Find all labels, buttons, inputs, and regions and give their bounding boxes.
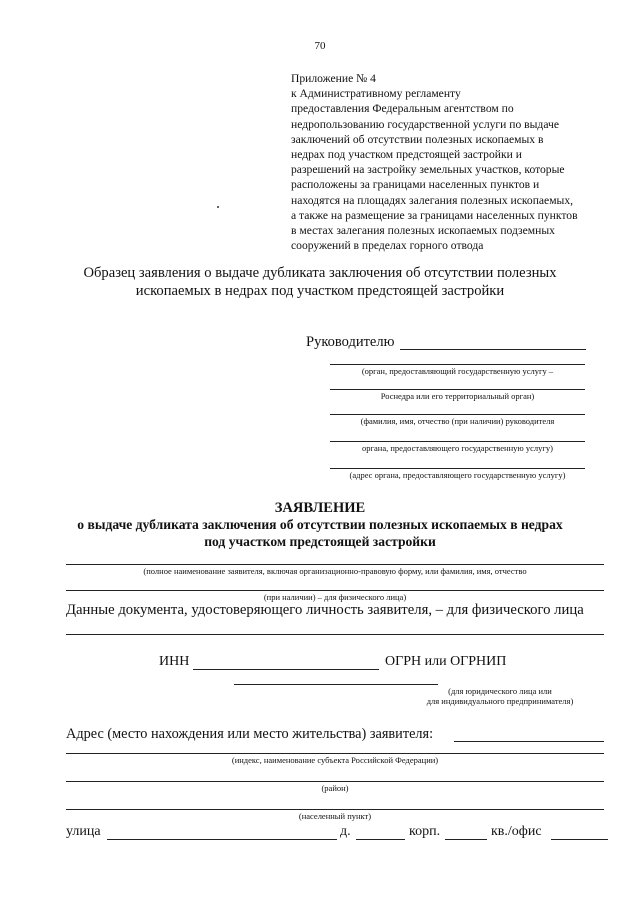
applicant-name-field-2[interactable] (66, 590, 604, 591)
apartment-label: кв./офис (491, 824, 542, 839)
head-label: Руководителю (306, 334, 395, 350)
authority-address-caption: (адрес органа, предоставляющего государственную услугу) (349, 470, 566, 480)
applicant-patronymic-caption: (при наличии) – для физического лица) (263, 592, 407, 602)
annex-line: в местах залегания полезных ископаемых подземных (291, 224, 555, 238)
house-label: д. (340, 824, 351, 839)
sample-title-line: Образец заявления о выдаче дубликата заключения об отсутствии полезных (83, 265, 557, 281)
address-locality-caption: (населенный пункт) (298, 811, 372, 821)
ogrn-caption-2: для индивидуального предпринимателя) (426, 696, 574, 706)
street-label: улица (66, 824, 101, 839)
annex-line: Приложение № 4 (291, 72, 376, 85)
scan-speck (217, 206, 219, 208)
annex-line: предоставления Федеральным агентством по (291, 102, 514, 116)
applicant-name-field[interactable] (66, 564, 604, 565)
application-subtitle-line: под участком предстоящей застройки (204, 534, 436, 549)
address-locality-field[interactable] (66, 809, 604, 810)
apartment-field[interactable] (551, 839, 608, 840)
address-label: Адрес (место нахождения или место жительства) заявителя: (66, 726, 434, 742)
annex-line: заключений об отсутствии полезных ископаемых в (291, 132, 544, 146)
address-index-caption: (индекс, наименование субъекта Российской Федерации) (231, 755, 439, 765)
ogrn-field[interactable] (234, 684, 438, 685)
annex-line: недропользованию государственной услуги по выдаче (291, 117, 559, 131)
annex-block (291, 71, 611, 253)
authority-field-2[interactable] (330, 389, 585, 390)
annex-line: расположены за границами населенных пунктов и (291, 178, 540, 192)
street-field[interactable] (107, 839, 337, 840)
id-document-label: Данные документа, удостоверяющего личность заявителя, – для физического лица (66, 602, 584, 618)
authority-field[interactable] (330, 364, 585, 365)
page-number: 70 (314, 40, 326, 52)
address-district-caption: (район) (321, 783, 349, 793)
head-name-field[interactable] (400, 349, 586, 350)
application-title: ЗАЯВЛЕНИЕ (274, 500, 366, 516)
house-field[interactable] (356, 839, 405, 840)
head-fullname-field[interactable] (330, 414, 585, 415)
sample-title-line: ископаемых в недрах под участком предстоящей застройки (135, 283, 505, 299)
annex-line: сооружений в пределах горного отвода (291, 239, 484, 253)
head-org-field[interactable] (330, 441, 585, 442)
address-field[interactable] (454, 741, 604, 742)
address-index-field[interactable] (66, 753, 604, 754)
inn-field[interactable] (193, 669, 379, 670)
building-label: корп. (409, 824, 441, 839)
authority-address-field[interactable] (330, 468, 585, 469)
authority-caption-2: Роснедра или его территориальный орган) (380, 391, 535, 401)
ogrn-label: ОГРН или ОГРНИП (385, 654, 507, 669)
annex-line: находятся на площадях залегания полезных ископаемых, (291, 193, 574, 207)
annex-line: разрешений на застройку земельных участков, которые (291, 163, 565, 177)
sample-title (40, 264, 600, 300)
annex-line: недрах под участком предстоящей застройки и (291, 148, 522, 162)
application-subtitle (30, 516, 610, 550)
application-subtitle-line: о выдаче дубликата заключения об отсутствии полезных ископаемых в недрах (77, 517, 563, 532)
building-field[interactable] (445, 839, 487, 840)
id-document-field[interactable] (66, 634, 604, 635)
applicant-name-caption: (полное наименование заявителя, включая организационно-правовую форму, или фамилия, имя, отчество (143, 566, 527, 576)
annex-line: к Административному регламенту (291, 87, 461, 101)
address-district-field[interactable] (66, 781, 604, 782)
annex-line: а также на размещение за границами населенных пунктов (291, 208, 578, 222)
head-org-caption: органа, предоставляющего государственную услугу) (362, 443, 553, 453)
authority-caption: (орган, предоставляющий государственную услугу – (361, 366, 554, 376)
head-fullname-caption: (фамилия, имя, отчество (при наличии) руководителя (360, 416, 555, 426)
inn-label: ИНН (159, 654, 190, 669)
ogrn-caption: (для юридического лица или (448, 686, 552, 696)
